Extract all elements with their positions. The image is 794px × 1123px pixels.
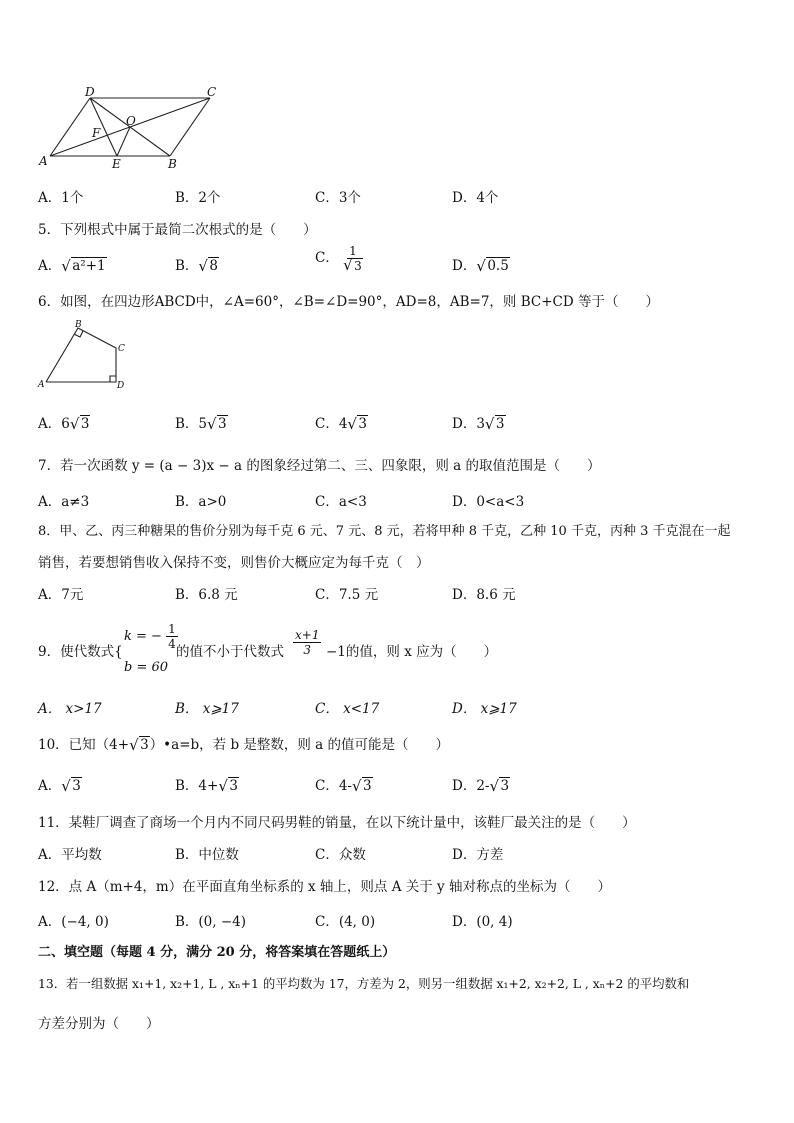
q9-k-label: k = − <box>124 629 162 644</box>
q5-option-b[interactable] <box>175 254 219 274</box>
q10-stem-pre: 10．已知（4+ <box>38 737 130 753</box>
q9-option-b[interactable]: B． x⩾17 <box>175 701 239 717</box>
q12-option-b[interactable]: B．(0, −4) <box>175 914 247 930</box>
q7-option-b[interactable]: B．a>0 <box>175 494 227 510</box>
q12-option-d[interactable]: D．(0, 4) <box>452 914 513 930</box>
q9-b-equation: b = 60 <box>124 660 169 675</box>
q6-a-prefix: A．6 <box>38 416 70 432</box>
q10-radicand: 3 <box>140 737 149 753</box>
q5-option-c[interactable] <box>315 244 363 273</box>
q10-b-prefix: B．4+ <box>175 778 219 794</box>
q5-option-a[interactable] <box>38 254 107 274</box>
fig1-label-d: D <box>85 85 95 99</box>
q4-option-c[interactable]: C．3个 <box>315 190 361 206</box>
parallelogram-figure <box>30 85 230 175</box>
q11-option-d[interactable]: D．方差 <box>452 847 504 863</box>
q10-a-prefix: A． <box>38 778 62 794</box>
q10-option-d[interactable] <box>452 774 510 794</box>
q9-k-denominator: 4 <box>168 637 176 651</box>
q5-c-prefix: C． <box>315 250 339 266</box>
q5-b-prefix: B． <box>175 258 199 274</box>
q4-option-d[interactable]: D．4个 <box>452 190 499 206</box>
q10-stem-post: ）•a=b，若 b 是整数，则 a 的值可能是（ ） <box>149 737 450 753</box>
q6-option-d[interactable] <box>452 412 506 432</box>
q10-a-radicand: 3 <box>72 778 81 794</box>
q9-suffix: −1的值，则 x 应为（ ） <box>326 644 498 660</box>
fig2-label-b: B <box>75 320 82 330</box>
fig1-label-e: E <box>112 157 121 171</box>
q12-option-a[interactable]: A．(−4, 0) <box>38 914 109 930</box>
q9-fraction <box>293 628 321 657</box>
q6-stem: 6．如图，在四边形ABCD中，∠A=60°，∠B=∠D=90°，AD=8，AB=7，则 BC+CD 等于（ ） <box>38 294 659 310</box>
q7-stem: 7．若一次函数 y = (a − 3)x − a 的图象经过第二、三、四象限，则 a 的取值范围是（ ） <box>38 458 601 474</box>
q6-b-radicand: 3 <box>218 416 227 432</box>
q6-a-radicand: 3 <box>80 416 90 432</box>
q5-a-radicand: a²+1 <box>72 258 106 274</box>
q10-d-radicand: 3 <box>500 778 510 794</box>
q6-d-prefix: D．3 <box>452 416 485 432</box>
q10-option-c[interactable] <box>315 774 373 794</box>
q5-c-numerator: 1 <box>349 244 357 258</box>
q11-option-a[interactable]: A．平均数 <box>38 847 102 863</box>
q12-option-c[interactable]: C．(4, 0) <box>315 914 376 930</box>
q7-option-d[interactable]: D．0<a<3 <box>452 494 525 510</box>
q4-option-a[interactable]: A．1个 <box>38 190 84 206</box>
q10-c-prefix: C．4- <box>315 778 352 794</box>
section-heading: 二、填空题（每题 4 分，满分 20 分，将答案填在答题纸上） <box>38 945 396 960</box>
q8-option-a[interactable]: A．7元 <box>38 587 84 603</box>
q9-k-equation <box>124 622 178 651</box>
q4-option-b[interactable]: B．2个 <box>175 190 221 206</box>
q5-c-denominator: 3 <box>354 259 362 273</box>
q9-option-a[interactable]: A． x>17 <box>38 701 102 717</box>
fig2-label-a: A <box>38 380 45 390</box>
q8-line-2: 销售，若要想销售收入保持不变，则售价大概应定为每千克（ ） <box>38 555 430 571</box>
q11-option-b[interactable]: B．中位数 <box>175 847 239 863</box>
q5-b-radicand: 8 <box>209 258 219 274</box>
q10-b-radicand: 3 <box>229 778 238 794</box>
fig1-label-a: A <box>39 154 48 168</box>
quadrilateral-figure <box>34 318 134 392</box>
q7-option-c[interactable]: C．a<3 <box>315 494 367 510</box>
q10-option-b[interactable] <box>175 774 239 794</box>
q8-option-c[interactable]: C．7.5 元 <box>315 587 379 603</box>
q6-option-c[interactable] <box>315 412 368 432</box>
q10-stem <box>38 733 449 753</box>
q9-option-c[interactable]: C． x<17 <box>315 701 380 717</box>
q9-option-d[interactable]: D． x⩾17 <box>452 701 517 717</box>
q13-line-2: 方差分别为（ ） <box>38 1016 160 1032</box>
q6-b-prefix: B．5 <box>175 416 208 432</box>
q11-stem: 11．某鞋厂调查了商场一个月内不同尺码男鞋的销量，在以下统计量中，该鞋厂最关注的是（ ） <box>38 815 636 831</box>
q10-d-prefix: D．2- <box>452 778 490 794</box>
q6-d-radicand: 3 <box>495 416 505 432</box>
fig2-label-d: D <box>117 381 125 391</box>
q9-k-numerator: 1 <box>168 622 176 636</box>
q9-middle: 的值不小于代数式 <box>176 644 284 660</box>
q6-option-b[interactable] <box>175 412 228 432</box>
q9-frac-denominator: 3 <box>303 643 312 657</box>
q10-option-a[interactable] <box>38 774 82 794</box>
fig1-label-b: B <box>168 157 177 171</box>
q8-line-1: 8．甲、乙、丙三种糖果的售价分别为每千克 6 元、7 元、8 元，若将甲种 8 千克，乙种 10 千克，丙种 3 千克混在一起 <box>38 524 731 539</box>
fig1-label-f: F <box>92 126 101 140</box>
q13-line-1: 13．若一组数据 x₁+1, x₂+1, L , xₙ+1 的平均数为 17，方差为 2，则另一组数据 x₁+2, x₂+2, L , xₙ+2 的平均数和 <box>38 976 690 991</box>
fig2-label-c: C <box>118 344 125 354</box>
q10-c-radicand: 3 <box>362 778 372 794</box>
q8-option-d[interactable]: D．8.6 元 <box>452 587 516 603</box>
fig1-label-o: O <box>126 114 136 128</box>
q6-c-prefix: C．4 <box>315 416 348 432</box>
q7-option-a[interactable]: A．a≠3 <box>38 494 90 510</box>
q11-option-c[interactable]: C．众数 <box>315 847 366 863</box>
q5-a-prefix: A． <box>38 258 62 274</box>
q12-stem: 12．点 A（m+4，m）在平面直角坐标系的 x 轴上，则点 A 关于 y 轴对称点的坐标为（ ） <box>38 879 611 895</box>
q5-stem: 5．下列根式中属于最简二次根式的是（ ） <box>38 222 317 238</box>
q6-c-radicand: 3 <box>358 416 368 432</box>
q5-d-prefix: D． <box>452 258 477 274</box>
q9-prefix: 9．使代数式{ <box>38 644 123 660</box>
q8-option-b[interactable]: B．6.8 元 <box>175 587 238 603</box>
q5-d-radicand: 0.5 <box>487 258 509 274</box>
q9-frac-numerator: x+1 <box>295 628 320 642</box>
q6-option-a[interactable] <box>38 412 90 432</box>
fig1-label-c: C <box>207 85 217 99</box>
q5-option-d[interactable] <box>452 254 510 274</box>
